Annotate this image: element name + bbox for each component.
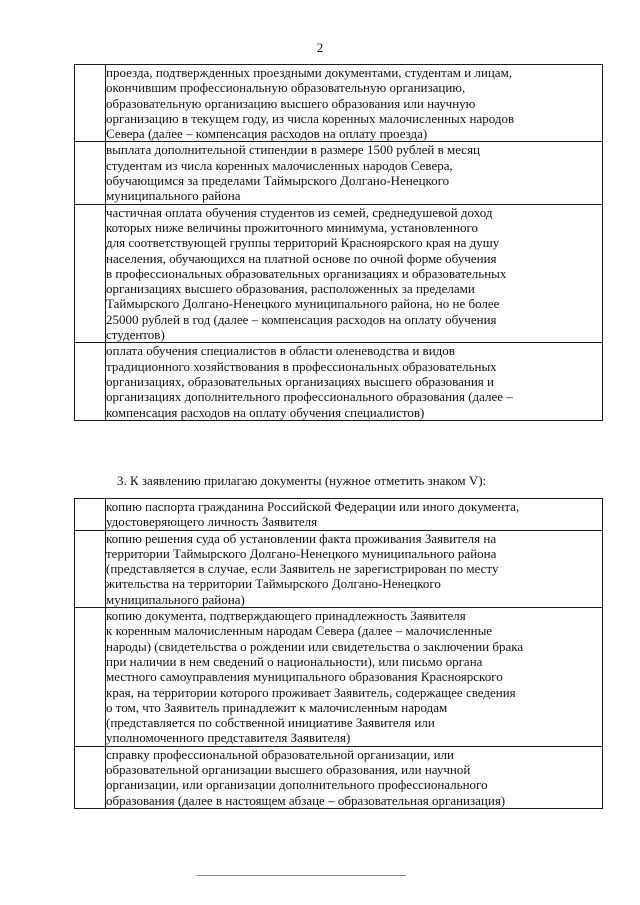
section-3-heading: 3. К заявлению прилагаю документы (нужное отметить знаком V): (117, 473, 487, 488)
table-row (75, 343, 603, 420)
row-text: копию документа, подтверждающего принадлежность Заявителя к коренным малочисленным народам Севера (далее – малочисленные народы) (свидетельства о рождении или свидетельства о заключении брака при наличии в нем сведений о национальности), или письмо органа местного самоуправления муниципального образования Красноярского края, на территории которого проживает Заявитель, содержащее сведения о том, что Заявитель принадлежит к малочисленным народам (представляется по собственной инициативе Заявителя или уполномоченного представителя Заявителя) (106, 608, 524, 746)
footer-divider (196, 875, 406, 876)
documents-table (74, 498, 603, 809)
row-text: справку профессиональной образовательной организации, или образовательной организации высшего образования, или научной организации, или организации дополнительного профессионального образования (далее в настоящем абзаце – образовательная организация) (106, 746, 506, 808)
row-text: копию решения суда об установлении факта проживания Заявителя на территории Таймырского Долгано-Ненецкого муниципального района (представляется в случае, если Заявитель не зарегистрирован по месту жительства на территории Таймырского Долгано-Ненецкого муниципального района) (106, 530, 499, 607)
row-text: оплата обучения специалистов в области оленеводства и видов традиционного хозяйствования в профессиональных образовательных организациях, образовательных организациях высшего образования и организациях дополнительного профессионального образования (далее – компенсация расходов на оплату обучения специалистов) (106, 343, 513, 420)
checkbox-cell[interactable] (75, 65, 106, 142)
table-row (75, 499, 603, 531)
table-row (75, 530, 603, 607)
row-text: выплата дополнительной стипендии в размере 1500 рублей в месяц студентам из числа коренных малочисленных народов Севера, обучающимся за пределами Таймырского Долгано-Ненецкого муниципального района (106, 142, 481, 204)
table-row (75, 204, 603, 343)
checkbox-cell[interactable] (75, 499, 106, 531)
page-number: 2 (316, 40, 324, 55)
checkbox-cell[interactable] (75, 530, 106, 607)
checkbox-cell[interactable] (75, 142, 106, 204)
checkbox-cell[interactable] (75, 204, 106, 343)
table-row (75, 608, 603, 747)
row-text: проезда, подтвержденных проездными документами, студентам и лицам, окончившим профессиональную образовательную организацию, образовательную организацию высшего образования или научную организацию в текущем году, из числа коренных малочисленных народов Севера (далее – компенсация расходов на оплату проезда) (106, 65, 515, 142)
table-row (75, 65, 603, 142)
table-row (75, 142, 603, 204)
table-row (75, 746, 603, 808)
benefits-table (74, 64, 603, 421)
checkbox-cell[interactable] (75, 343, 106, 420)
row-text: частичная оплата обучения студентов из семей, среднедушевой доход которых ниже величины прожиточного минимума, установленного для соответствующей группы территорий Красноярского края на душу населения, обучающихся на платной основе по очной форме обучения в профессиональных образовательных организациях и образовательных организациях высшего образования, расположенных за пределами Таймырского Долгано-Ненецкого муниципального района, но не более 25000 рублей в год (далее – компенсация расходов на оплату обучения студентов) (106, 204, 507, 343)
checkbox-cell[interactable] (75, 608, 106, 747)
row-text: копию паспорта гражданина Российской Федерации или иного документа, удостоверяющего личность Заявителя (106, 499, 520, 530)
checkbox-cell[interactable] (75, 746, 106, 808)
